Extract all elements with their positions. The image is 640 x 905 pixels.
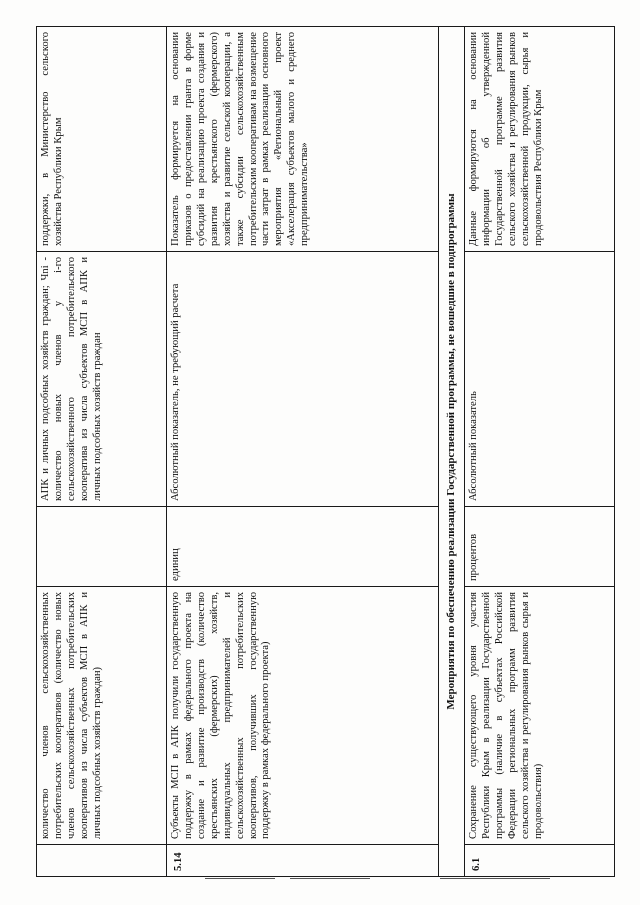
data-source: Данные формируются на основании информации об утвержденной Государственной программе развития сельского хозяйства и регулирования рынков сельскохозяйственной продукции, сырья и продовольствия Республики Крым — [465, 27, 615, 252]
table-row — [465, 27, 615, 877]
unit-cell: единиц — [167, 507, 439, 587]
table-row — [37, 27, 167, 877]
calculation-method: Абсолютный показатель — [465, 252, 615, 507]
indicator-name: Субъекты МСП в АПК получили государственную поддержку в рамках федерального проекта на создание и развитие производств (количество крестьянских (фермерских) хозяйств, индивидуальных предпринимателей и сельскохозяйственных потребительских кооперативов, получивших государственную поддержку в рамках федерального проекта) — [167, 587, 439, 845]
table-row — [167, 27, 439, 877]
section-row — [439, 27, 465, 877]
calculation-method: АПК и личных подсобных хозяйств граждан; Чni - количество новых членов у i-го сельскохозяйственного потребительского кооператива из числа субъектов МСП в АПК и личных подсобных хозяйств граждан — [37, 252, 167, 507]
data-source: поддержки, в Министерство сельского хозяйства Республики Крым — [37, 27, 167, 252]
row-number — [37, 845, 167, 877]
indicator-table — [36, 26, 615, 877]
scan-footer-line — [290, 878, 370, 879]
row-number: 5.14 — [167, 845, 439, 877]
data-source: Показатель формируется на основании приказов о предоставлении гранта в форме субсидий на реализацию проекта создания и развития крестьянского (фермерского) хозяйства и развитие сельской кооперации, а также субсидии сельскохозяйственным потребительским кооперативам на возмещение части затрат в рамках реализации основного мероприятия «Региональный проект «Акселерация субъектов малого и среднего предпринимательства» — [167, 27, 439, 252]
unit-cell — [37, 507, 167, 587]
calculation-method: Абсолютный показатель, не требующий расчета — [167, 252, 439, 507]
indicator-name: количество членов сельскохозяйственных потребительских кооперативов (количество новых членов сельскохозяйственных потребительских кооперативов из числа субъектов МСП в АПК и личных подсобных хозяйств граждан) — [37, 587, 167, 845]
section-title: Мероприятия по обеспечению реализации Государственной программы, не вошедшие в подпрограммы — [439, 27, 465, 877]
unit-cell: процентов — [465, 507, 615, 587]
scan-footer-line — [205, 878, 275, 879]
row-number: 6.1 — [465, 845, 615, 877]
scan-footer-line — [440, 878, 550, 879]
indicator-name: Сохранение существующего уровня участия Республики Крым в реализации Государственной программы (наличие в субъектах Российской Федерации региональных программ развития сельского хозяйства и регулирования рынков сырья и продовольствия) — [465, 587, 615, 845]
